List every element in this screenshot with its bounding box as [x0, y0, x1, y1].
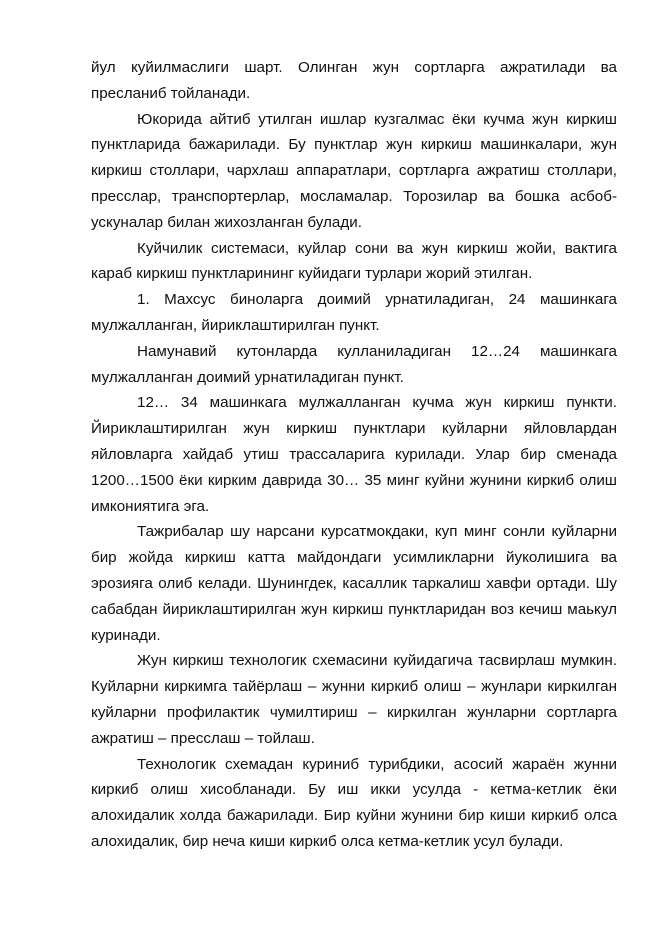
- paragraph-3: Куйчилик системаси, куйлар сони ва жун киркиш жойи, вактига караб киркиш пунктларининг куйидаги турлари жорий этилган.: [91, 239, 617, 283]
- paragraph-4: 1. Махсус биноларга доимий урнатиладиган, 24 машинкага мулжалланган, йириклаштирилган пункт.: [91, 291, 617, 334]
- paragraph-6: 12… 34 машинкага мулжалланган кучма жун киркиш пункти. Йириклаштирилган жун киркиш пунктлари куйларни яйловлардан яйловларга хайдаб утиш трассаларига курилади. Улар бир сменада 1200…1500 ёки кирким даврида 30… 35 минг куйни жунини киркиб олиш имкониятига эга.: [91, 394, 617, 515]
- paragraph-5: Намунавий кутонларда кулланиладиган 12…24 машинкага мулжалланган доимий урнатиладиган пункт.: [91, 342, 617, 386]
- document-page: [91, 55, 617, 855]
- paragraph-7: Тажрибалар шу нарсани курсатмокдаки, куп минг сонли куйларни бир жойда киркиш катта майдондаги усимликларни йуколишига ва эрозияга олиб келади. Шунингдек, касаллик таркалиш хавфи ортади. Шу сабабдан йириклаштирилган жун киркиш пунктларидан воз кечиш маькул куринади.: [91, 523, 617, 644]
- paragraph-2: Юкорида айтиб утилган ишлар кузгалмас ёки кучма жун киркиш пунктларида бажарилади. Бу пунктлар жун киркиш машинкалари, жун киркиш столлари, чархлаш аппаратлари, сортларга ажратиш столлари, пресслар, транспортерлар, мосламалар. Торозилар ва бошка асбоб-ускуналар билан жихозланган булади.: [91, 110, 617, 231]
- paragraph-1: йул куйилмаслиги шарт. Олинган жун сортларга ажратилади ва пресланиб тойланади.: [91, 59, 617, 102]
- paragraph-9: Технологик схемадан куриниб турибдики, асосий жараён жунни киркиб олиш хисобланади. Бу иш икки усулда - кетма-кетлик ёки алохидалик холда бажарилади. Бир куйни жунини бир киши киркиб олса алохидалик, бир неча киши киркиб олса кетма-кетлик усул булади.: [91, 755, 617, 850]
- paragraph-8: Жун киркиш технологик схемасини куйидагича тасвирлаш мумкин. Куйларни киркимга тайёрлаш – жунни киркиб олиш – жунлари киркилган куйларни профилактик чумилтириш – киркилган жунларни сортларга ажратиш – пресслаш – тойлаш.: [91, 652, 617, 747]
